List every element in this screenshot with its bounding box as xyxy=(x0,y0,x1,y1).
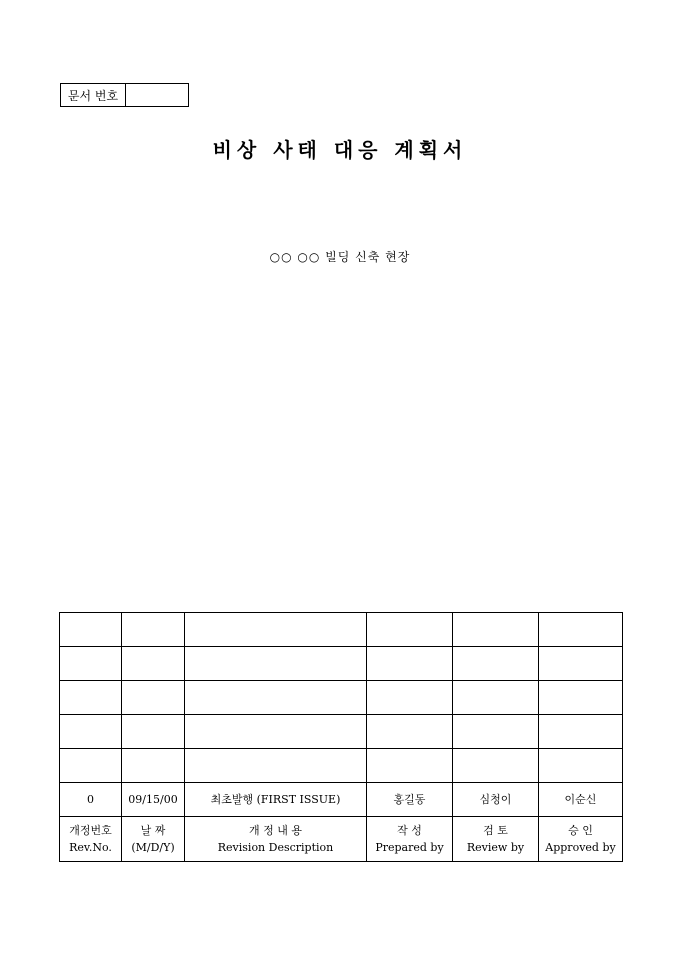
revision-header-cell xyxy=(185,817,367,862)
revision-cell xyxy=(60,681,122,715)
revision-cell xyxy=(367,613,453,647)
header-english-label: Revision Description xyxy=(217,841,334,854)
revision-cell xyxy=(367,647,453,681)
revision-cell xyxy=(185,749,367,783)
revision-cell xyxy=(60,647,122,681)
revision-row xyxy=(60,613,623,647)
document-number-box xyxy=(60,83,189,107)
revision-header-cell xyxy=(453,817,539,862)
revision-cell xyxy=(539,715,623,749)
revision-row xyxy=(60,783,623,817)
revision-cell: 0 xyxy=(60,783,122,817)
revision-cell xyxy=(453,613,539,647)
revision-history-table xyxy=(59,612,623,862)
revision-cell xyxy=(122,647,185,681)
revision-cell xyxy=(453,715,539,749)
revision-cell xyxy=(367,749,453,783)
revision-cell xyxy=(185,613,367,647)
revision-header-cell xyxy=(122,817,185,862)
header-korean-label: 개 정 내 용 xyxy=(249,824,302,837)
header-english-label: Rev.No. xyxy=(69,841,112,854)
revision-cell xyxy=(453,681,539,715)
revision-row xyxy=(60,715,623,749)
header-english-label: Review by xyxy=(466,841,525,854)
revision-cell xyxy=(367,715,453,749)
revision-cell xyxy=(60,613,122,647)
revision-cell xyxy=(453,749,539,783)
revision-cell xyxy=(122,749,185,783)
revision-cell xyxy=(122,681,185,715)
revision-cell xyxy=(539,749,623,783)
revision-header-cell xyxy=(60,817,122,862)
revision-cell xyxy=(122,715,185,749)
revision-header-cell xyxy=(367,817,453,862)
revision-header-row xyxy=(60,817,623,862)
revision-cell xyxy=(185,681,367,715)
revision-header-cell xyxy=(539,817,623,862)
revision-cell xyxy=(539,681,623,715)
revision-cell xyxy=(539,613,623,647)
revision-cell xyxy=(453,647,539,681)
revision-cell: 심청이 xyxy=(453,783,539,817)
revision-row xyxy=(60,749,623,783)
project-name: ○○ ○○ 빌딩 신축 현장 xyxy=(269,250,411,264)
revision-row xyxy=(60,647,623,681)
revision-cell xyxy=(539,647,623,681)
header-korean-label: 승 인 xyxy=(568,824,593,837)
revision-cell xyxy=(185,715,367,749)
revision-cell: 이순신 xyxy=(539,783,623,817)
revision-cell: 09/15/00 xyxy=(122,783,185,817)
revision-cell xyxy=(60,715,122,749)
header-korean-label: 개정번호 xyxy=(69,824,112,837)
revision-cell: 최초발행 (FIRST ISSUE) xyxy=(185,783,367,817)
revision-cell xyxy=(367,681,453,715)
header-english-label: Prepared by xyxy=(375,841,444,854)
header-english-label: (M/D/Y) xyxy=(131,841,175,854)
revision-cell xyxy=(185,647,367,681)
revision-cell xyxy=(60,749,122,783)
header-korean-label: 작 성 xyxy=(397,824,422,837)
revision-cell: 홍길동 xyxy=(367,783,453,817)
header-english-label: Approved by xyxy=(545,841,616,854)
document-number-value xyxy=(126,84,189,107)
revision-row xyxy=(60,681,623,715)
document-number-label: 문서 번호 xyxy=(61,84,126,107)
revision-cell xyxy=(122,613,185,647)
header-korean-label: 날 짜 xyxy=(140,824,166,837)
header-korean-label: 검 토 xyxy=(483,824,508,837)
document-title: 비상 사태 대응 계획서 xyxy=(212,138,468,162)
